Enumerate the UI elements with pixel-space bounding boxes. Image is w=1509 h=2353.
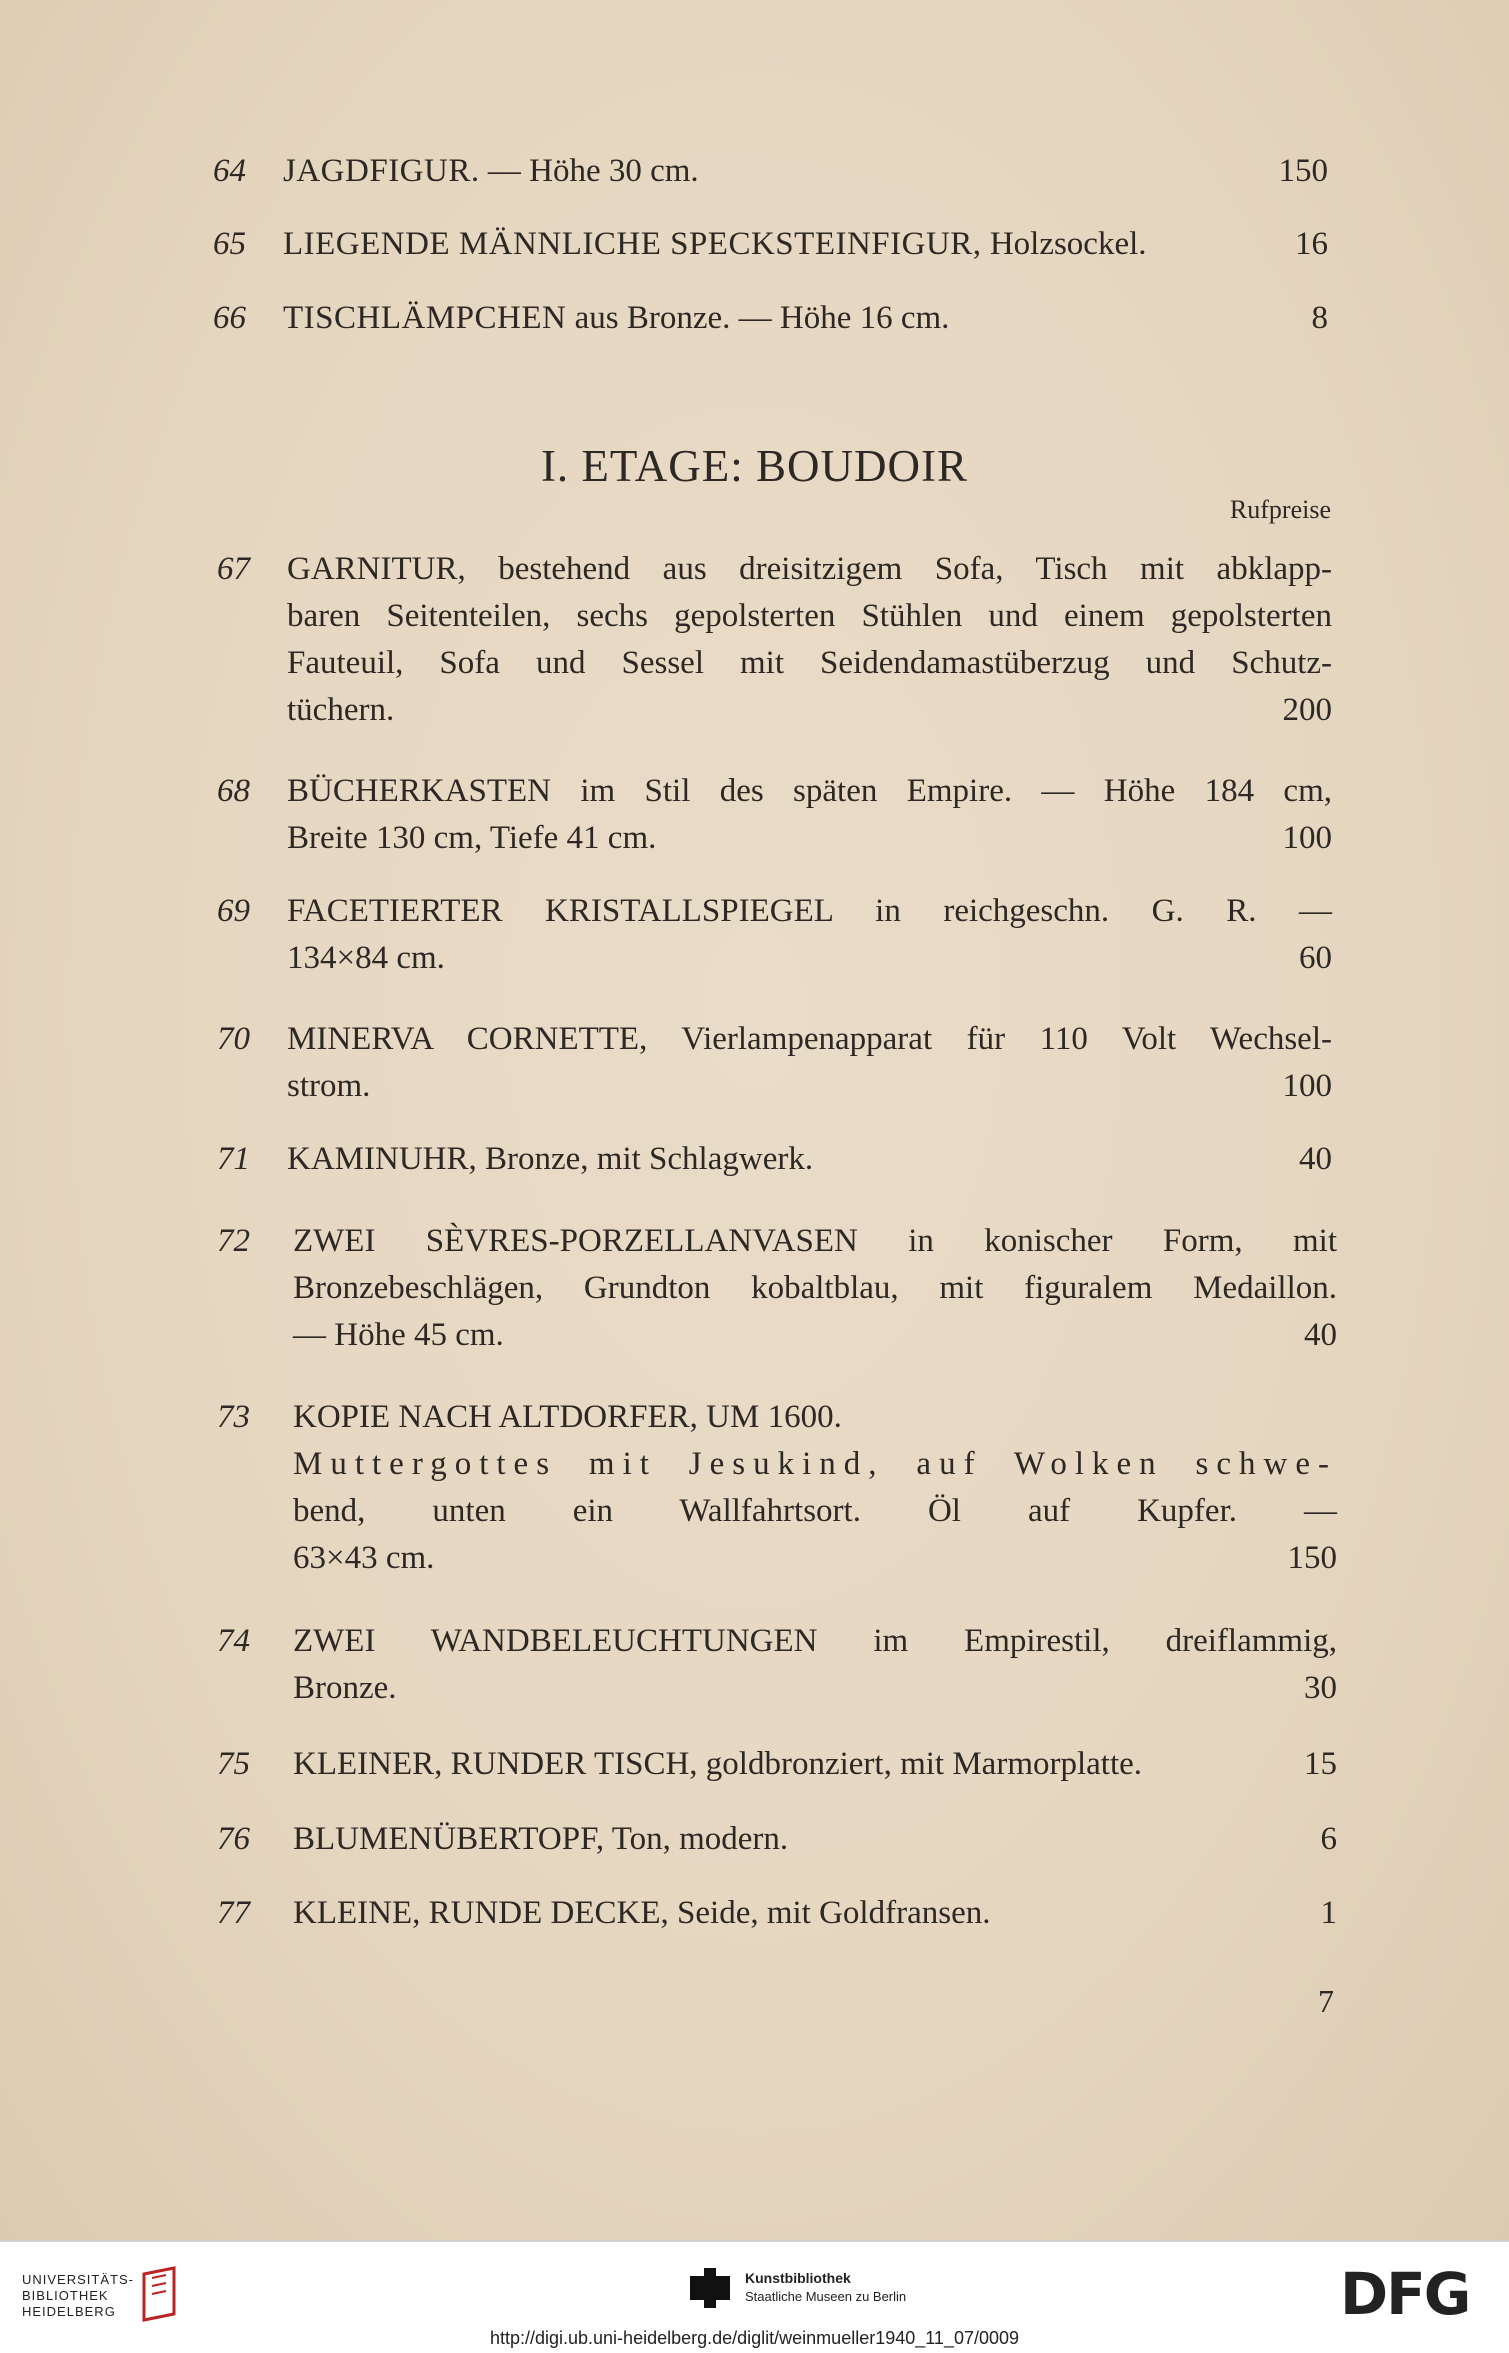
entry-description: Holzsockel. <box>981 226 1147 262</box>
entry-line: Breite 130 cm, Tiefe 41 cm. <box>287 820 657 856</box>
entry-title: LIEGENDE MÄNNLICHE SPECKSTEINFIGUR, <box>283 226 982 262</box>
entry-number: 76 <box>217 1821 250 1857</box>
entry-price: 150 <box>1278 153 1328 189</box>
entry-line: Bronze. <box>293 1670 397 1706</box>
entry-line: KLEINE, RUNDE DECKE, Seide, mit Goldfransen. <box>293 1895 991 1931</box>
entry-number: 67 <box>217 551 250 587</box>
entry-line: ZWEI WANDBELEUCHTUNGEN im Empirestil, dreiflammig, <box>293 1623 1337 1659</box>
entry-price: 150 <box>1287 1540 1337 1576</box>
entry-line: bend, unten ein Wallfahrtsort. Öl auf Kupfer. — <box>293 1493 1337 1529</box>
entry-number: 66 <box>213 300 246 336</box>
entry-number: 73 <box>217 1399 250 1435</box>
dfg-logo: DFG <box>1340 2260 1470 2328</box>
entry-price: 15 <box>1304 1746 1337 1782</box>
entry-number: 65 <box>213 226 246 262</box>
entry-number: 75 <box>217 1746 250 1782</box>
entry-number: 74 <box>217 1623 250 1659</box>
entry-line: MINERVA CORNETTE, Vierlampenapparat für 110 Volt Wechsel- <box>287 1021 1332 1057</box>
entry-number: 70 <box>217 1021 250 1057</box>
entry-line: Fauteuil, Sofa und Sessel mit Seidendamastüberzug und Schutz- <box>287 645 1332 681</box>
entry-number: 68 <box>217 773 250 809</box>
entry-line: KLEINER, RUNDER TISCH, goldbronziert, mit Marmorplatte. <box>293 1746 1143 1782</box>
section-title: I. ETAGE: BOUDOIR <box>540 441 969 491</box>
entry-number: 72 <box>217 1223 250 1259</box>
entry-price: 16 <box>1295 226 1328 262</box>
entry-line: BÜCHERKASTEN im Stil des späten Empire. — Höhe 184 cm, <box>287 773 1332 809</box>
footer-bar <box>0 2240 1509 2353</box>
entry-line: GARNITUR, bestehend aus dreisitzigem Sofa, Tisch mit abklapp- <box>287 551 1332 587</box>
entry-line: strom. <box>287 1068 371 1104</box>
entry-line: Muttergottes mit Jesukind, auf Wolken schwe- <box>293 1446 1337 1482</box>
entry-price: 60 <box>1299 940 1332 976</box>
entry-line: 134×84 cm. <box>287 940 445 976</box>
entry-description: — Höhe 30 cm. <box>479 153 699 189</box>
entry-line: 63×43 cm. <box>293 1540 435 1576</box>
entry-line: FACETIERTER KRISTALLSPIEGEL in reichgeschn. G. R. — <box>287 893 1332 929</box>
entry-number: 64 <box>213 153 246 189</box>
entry-line: ZWEI SÈVRES-PORZELLANVASEN in konischer Form, mit <box>293 1223 1337 1259</box>
entry-price: 8 <box>1311 300 1328 336</box>
entry-title: JAGDFIGUR. <box>283 153 480 189</box>
entry-line: — Höhe 45 cm. <box>293 1317 504 1353</box>
entry-number: 77 <box>217 1895 250 1931</box>
kunstbibliothek-logo-icon <box>690 2268 730 2308</box>
entry-line: KAMINUHR, Bronze, mit Schlagwerk. <box>287 1141 814 1177</box>
entry-line: BLUMENÜBERTOPF, Ton, modern. <box>293 1821 789 1857</box>
entry-line: baren Seitenteilen, sechs gepolsterten Stühlen und einem gepolsterten <box>287 598 1332 634</box>
entry-price: 40 <box>1304 1317 1337 1353</box>
entry-number: 71 <box>217 1141 250 1177</box>
university-library-logo: UNIVERSITÄTS- BIBLIOTHEK HEIDELBERG <box>22 2272 134 2319</box>
entry-description: aus Bronze. — Höhe 16 cm. <box>566 300 950 336</box>
entry-line: Bronzebeschlägen, Grundton kobaltblau, mit figuralem Medaillon. <box>293 1270 1337 1306</box>
entry-number: 69 <box>217 893 250 929</box>
entry-price: 100 <box>1282 820 1332 856</box>
entry-price: 1 <box>1320 1895 1337 1931</box>
price-column-header: Rufpreise <box>1229 495 1331 524</box>
page-number: 7 <box>1318 1983 1334 2019</box>
entry-line: KOPIE NACH ALTDORFER, UM 1600. <box>293 1399 842 1435</box>
university-emblem-icon <box>138 2264 184 2322</box>
entry-price: 100 <box>1282 1068 1332 1104</box>
entry-line: tüchern. <box>287 692 395 728</box>
entry-price: 40 <box>1299 1141 1332 1177</box>
entry-price: 200 <box>1282 692 1332 728</box>
entry-price: 30 <box>1304 1670 1337 1706</box>
source-url[interactable]: http://digi.ub.uni-heidelberg.de/diglit/weinmueller1940_11_07/0009 <box>489 2328 1020 2348</box>
kunstbibliothek-text: Kunstbibliothek Staatliche Museen zu Berlin <box>745 2270 907 2304</box>
entry-title: TISCHLÄMPCHEN <box>283 300 567 336</box>
entry-price: 6 <box>1320 1821 1337 1857</box>
